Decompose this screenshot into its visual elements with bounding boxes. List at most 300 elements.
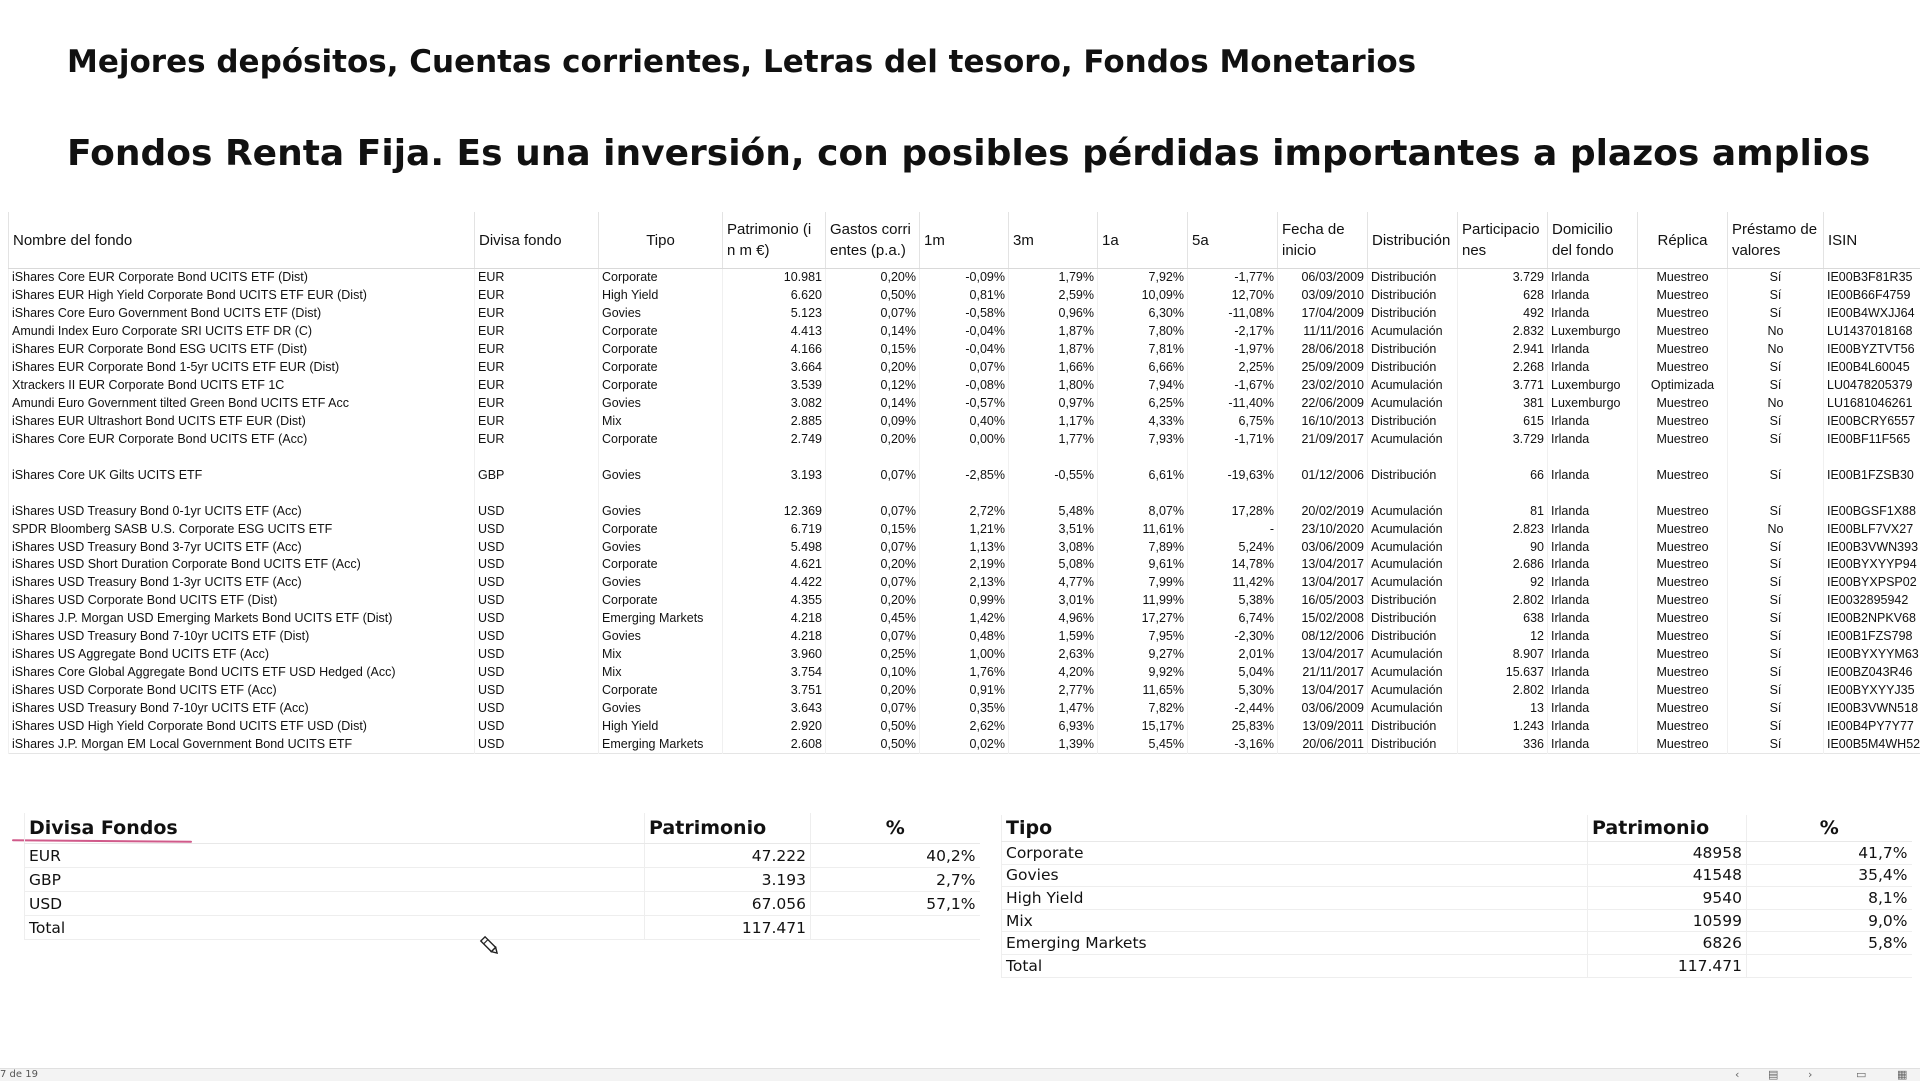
cell-replica[interactable]: Muestreo bbox=[1638, 682, 1728, 700]
cell-domicilio[interactable]: Luxemburgo bbox=[1548, 323, 1638, 341]
cell-gastos[interactable]: 0,20% bbox=[826, 359, 920, 377]
cell-fecha[interactable]: 06/03/2009 bbox=[1278, 269, 1368, 287]
summary-patrimonio-cell[interactable]: 117.471 bbox=[1588, 954, 1747, 977]
cell-participaciones[interactable]: 81 bbox=[1458, 502, 1548, 520]
cell-patrimonio[interactable]: 4.355 bbox=[723, 592, 826, 610]
cell-3m[interactable]: 1,87% bbox=[1009, 341, 1098, 359]
normal-view-icon[interactable]: ▭ bbox=[1856, 1068, 1866, 1081]
cell-tipo[interactable]: Corporate bbox=[599, 430, 723, 448]
cell-1m[interactable]: 0,99% bbox=[920, 592, 1009, 610]
cell-isin[interactable]: IE00BYXYYJ35 bbox=[1824, 682, 1920, 700]
cell-isin[interactable]: IE00B5M4WH52 bbox=[1824, 735, 1920, 753]
empty-cell[interactable] bbox=[1824, 448, 1920, 466]
cell-replica[interactable]: Muestreo bbox=[1638, 520, 1728, 538]
empty-cell[interactable] bbox=[1009, 448, 1098, 466]
cell-3m[interactable]: 1,66% bbox=[1009, 359, 1098, 377]
col-header-1m[interactable]: 1m bbox=[920, 212, 1009, 269]
cell-nombre[interactable]: iShares USD Treasury Bond 1-3yr UCITS ETF (Acc) bbox=[9, 574, 475, 592]
cell-5a[interactable]: 11,42% bbox=[1188, 574, 1278, 592]
cell-patrimonio[interactable]: 4.621 bbox=[723, 556, 826, 574]
cell-1m[interactable]: 0,48% bbox=[920, 628, 1009, 646]
cell-nombre[interactable]: iShares J.P. Morgan EM Local Government Bond UCITS ETF bbox=[9, 735, 475, 753]
cell-fecha[interactable]: 03/06/2009 bbox=[1278, 538, 1368, 556]
cell-1m[interactable]: -2,85% bbox=[920, 466, 1009, 484]
cell-participaciones[interactable]: 638 bbox=[1458, 610, 1548, 628]
cell-distribucion[interactable]: Distribución bbox=[1368, 717, 1458, 735]
cell-1m[interactable]: 0,81% bbox=[920, 287, 1009, 305]
empty-cell[interactable] bbox=[1458, 448, 1548, 466]
cell-1m[interactable]: 1,76% bbox=[920, 664, 1009, 682]
empty-cell[interactable] bbox=[920, 484, 1009, 502]
cell-replica[interactable]: Muestreo bbox=[1638, 574, 1728, 592]
cell-participaciones[interactable]: 628 bbox=[1458, 287, 1548, 305]
cell-domicilio[interactable]: Irlanda bbox=[1548, 466, 1638, 484]
cell-3m[interactable]: 5,48% bbox=[1009, 502, 1098, 520]
cell-1a[interactable]: 7,82% bbox=[1098, 700, 1188, 718]
cell-divisa[interactable]: EUR bbox=[475, 430, 599, 448]
cell-fecha[interactable]: 03/06/2009 bbox=[1278, 700, 1368, 718]
cell-divisa[interactable]: USD bbox=[475, 592, 599, 610]
cell-participaciones[interactable]: 2.823 bbox=[1458, 520, 1548, 538]
cell-prestamo[interactable]: Sí bbox=[1728, 735, 1824, 753]
cell-domicilio[interactable]: Irlanda bbox=[1548, 682, 1638, 700]
cell-participaciones[interactable]: 2.832 bbox=[1458, 323, 1548, 341]
cell-isin[interactable]: IE00BF11F565 bbox=[1824, 430, 1920, 448]
cell-nombre[interactable]: iShares EUR Corporate Bond 1-5yr UCITS ETF EUR (Dist) bbox=[9, 359, 475, 377]
cell-nombre[interactable]: iShares USD Treasury Bond 7-10yr UCITS ETF (Dist) bbox=[9, 628, 475, 646]
cell-distribucion[interactable]: Acumulación bbox=[1368, 574, 1458, 592]
summary-label-cell[interactable]: Total bbox=[1002, 954, 1588, 977]
cell-replica[interactable]: Muestreo bbox=[1638, 287, 1728, 305]
cell-1m[interactable]: 0,02% bbox=[920, 735, 1009, 753]
summary-patrimonio-cell[interactable]: 10599 bbox=[1588, 909, 1747, 932]
cell-isin[interactable]: IE00B2NPKV68 bbox=[1824, 610, 1920, 628]
cell-gastos[interactable]: 0,20% bbox=[826, 556, 920, 574]
cell-nombre[interactable]: iShares Core EUR Corporate Bond UCITS ETF (Dist) bbox=[9, 269, 475, 287]
cell-patrimonio[interactable]: 3.754 bbox=[723, 664, 826, 682]
cell-participaciones[interactable]: 2.802 bbox=[1458, 682, 1548, 700]
cell-tipo[interactable]: Govies bbox=[599, 395, 723, 413]
cell-1a[interactable]: 7,95% bbox=[1098, 628, 1188, 646]
cell-distribucion[interactable]: Distribución bbox=[1368, 735, 1458, 753]
cell-5a[interactable]: -1,71% bbox=[1188, 430, 1278, 448]
cell-isin[interactable]: IE00B4WXJJ64 bbox=[1824, 305, 1920, 323]
empty-cell[interactable] bbox=[1188, 448, 1278, 466]
cell-prestamo[interactable]: Sí bbox=[1728, 502, 1824, 520]
cell-patrimonio[interactable]: 6.719 bbox=[723, 520, 826, 538]
cell-3m[interactable]: 1,87% bbox=[1009, 323, 1098, 341]
cell-nombre[interactable]: iShares USD Treasury Bond 7-10yr UCITS ETF (Acc) bbox=[9, 700, 475, 718]
col-header-nombre[interactable]: Nombre del fondo bbox=[9, 212, 475, 269]
cell-isin[interactable]: IE00B3VWN518 bbox=[1824, 700, 1920, 718]
cell-domicilio[interactable]: Irlanda bbox=[1548, 269, 1638, 287]
cell-prestamo[interactable]: Sí bbox=[1728, 592, 1824, 610]
cell-prestamo[interactable]: No bbox=[1728, 395, 1824, 413]
cell-prestamo[interactable]: Sí bbox=[1728, 610, 1824, 628]
cell-replica[interactable]: Muestreo bbox=[1638, 395, 1728, 413]
cell-1m[interactable]: 2,19% bbox=[920, 556, 1009, 574]
cell-1a[interactable]: 7,80% bbox=[1098, 323, 1188, 341]
chevron-left-icon[interactable]: ‹ bbox=[1735, 1068, 1739, 1081]
cell-replica[interactable]: Muestreo bbox=[1638, 413, 1728, 431]
cell-5a[interactable]: -1,97% bbox=[1188, 341, 1278, 359]
cell-1m[interactable]: 0,00% bbox=[920, 430, 1009, 448]
cell-3m[interactable]: 4,96% bbox=[1009, 610, 1098, 628]
summary-pct-cell[interactable] bbox=[811, 916, 980, 940]
empty-cell[interactable] bbox=[475, 448, 599, 466]
cell-fecha[interactable]: 13/04/2017 bbox=[1278, 682, 1368, 700]
cell-participaciones[interactable]: 492 bbox=[1458, 305, 1548, 323]
cell-1a[interactable]: 5,45% bbox=[1098, 735, 1188, 753]
cell-5a[interactable]: 5,30% bbox=[1188, 682, 1278, 700]
col-header-5a[interactable]: 5a bbox=[1188, 212, 1278, 269]
cell-prestamo[interactable]: Sí bbox=[1728, 305, 1824, 323]
cell-tipo[interactable]: Corporate bbox=[599, 377, 723, 395]
cell-divisa[interactable]: EUR bbox=[475, 413, 599, 431]
cell-domicilio[interactable]: Luxemburgo bbox=[1548, 395, 1638, 413]
cell-1a[interactable]: 11,99% bbox=[1098, 592, 1188, 610]
cell-participaciones[interactable]: 2.941 bbox=[1458, 341, 1548, 359]
cell-1m[interactable]: -0,09% bbox=[920, 269, 1009, 287]
cell-distribucion[interactable]: Acumulación bbox=[1368, 502, 1458, 520]
cell-participaciones[interactable]: 12 bbox=[1458, 628, 1548, 646]
cell-nombre[interactable]: SPDR Bloomberg SASB U.S. Corporate ESG UCITS ETF bbox=[9, 520, 475, 538]
cell-divisa[interactable]: EUR bbox=[475, 395, 599, 413]
cell-isin[interactable]: LU0478205379 bbox=[1824, 377, 1920, 395]
cell-5a[interactable]: -11,40% bbox=[1188, 395, 1278, 413]
cell-nombre[interactable]: iShares USD Treasury Bond 3-7yr UCITS ETF (Acc) bbox=[9, 538, 475, 556]
summary-pct-cell[interactable]: 41,7% bbox=[1747, 842, 1912, 865]
cell-3m[interactable]: 1,59% bbox=[1009, 628, 1098, 646]
cell-distribucion[interactable]: Distribución bbox=[1368, 359, 1458, 377]
cell-fecha[interactable]: 20/06/2011 bbox=[1278, 735, 1368, 753]
summary-patrimonio-cell[interactable]: 117.471 bbox=[645, 916, 811, 940]
cell-replica[interactable]: Muestreo bbox=[1638, 735, 1728, 753]
col-header-isin[interactable]: ISIN bbox=[1824, 212, 1920, 269]
cell-prestamo[interactable]: Sí bbox=[1728, 574, 1824, 592]
summary-pct-cell[interactable]: 57,1% bbox=[811, 892, 980, 916]
cell-nombre[interactable]: iShares USD Treasury Bond 0-1yr UCITS ETF (Acc) bbox=[9, 502, 475, 520]
col-header-3m[interactable]: 3m bbox=[1009, 212, 1098, 269]
summary-patrimonio-cell[interactable]: 6826 bbox=[1588, 932, 1747, 955]
cell-3m[interactable]: 5,08% bbox=[1009, 556, 1098, 574]
summary-label-cell[interactable]: Mix bbox=[1002, 909, 1588, 932]
cell-divisa[interactable]: USD bbox=[475, 610, 599, 628]
cell-replica[interactable]: Muestreo bbox=[1638, 538, 1728, 556]
cell-participaciones[interactable]: 3.729 bbox=[1458, 430, 1548, 448]
cell-1m[interactable]: -0,58% bbox=[920, 305, 1009, 323]
cell-divisa[interactable]: EUR bbox=[475, 377, 599, 395]
cell-nombre[interactable]: iShares USD Corporate Bond UCITS ETF (Acc) bbox=[9, 682, 475, 700]
cell-divisa[interactable]: USD bbox=[475, 682, 599, 700]
cell-gastos[interactable]: 0,15% bbox=[826, 520, 920, 538]
cell-isin[interactable]: IE00BYXYYM63 bbox=[1824, 646, 1920, 664]
cell-patrimonio[interactable]: 3.539 bbox=[723, 377, 826, 395]
cell-3m[interactable]: 0,96% bbox=[1009, 305, 1098, 323]
cell-5a[interactable]: -2,17% bbox=[1188, 323, 1278, 341]
cell-gastos[interactable]: 0,20% bbox=[826, 592, 920, 610]
cell-replica[interactable]: Muestreo bbox=[1638, 592, 1728, 610]
cell-prestamo[interactable]: No bbox=[1728, 341, 1824, 359]
cell-isin[interactable]: LU1681046261 bbox=[1824, 395, 1920, 413]
cell-domicilio[interactable]: Irlanda bbox=[1548, 700, 1638, 718]
col-header-prestamo[interactable]: Préstamo de valores bbox=[1728, 212, 1824, 269]
cell-tipo[interactable]: Mix bbox=[599, 664, 723, 682]
col-header-distribucion[interactable]: Distribución bbox=[1368, 212, 1458, 269]
cell-distribucion[interactable]: Acumulación bbox=[1368, 430, 1458, 448]
cell-tipo[interactable]: Corporate bbox=[599, 592, 723, 610]
cell-gastos[interactable]: 0,12% bbox=[826, 377, 920, 395]
cell-fecha[interactable]: 21/11/2017 bbox=[1278, 664, 1368, 682]
cell-1a[interactable]: 7,92% bbox=[1098, 269, 1188, 287]
cell-1a[interactable]: 7,89% bbox=[1098, 538, 1188, 556]
cell-distribucion[interactable]: Acumulación bbox=[1368, 323, 1458, 341]
cell-tipo[interactable]: Corporate bbox=[599, 323, 723, 341]
cell-divisa[interactable]: USD bbox=[475, 717, 599, 735]
cell-prestamo[interactable]: Sí bbox=[1728, 700, 1824, 718]
cell-domicilio[interactable]: Irlanda bbox=[1548, 502, 1638, 520]
summary-pct-cell[interactable]: 5,8% bbox=[1747, 932, 1912, 955]
empty-cell[interactable] bbox=[1278, 484, 1368, 502]
col-header-1a[interactable]: 1a bbox=[1098, 212, 1188, 269]
cell-nombre[interactable]: Xtrackers II EUR Corporate Bond UCITS ETF 1C bbox=[9, 377, 475, 395]
cell-1m[interactable]: -0,57% bbox=[920, 395, 1009, 413]
cell-patrimonio[interactable]: 2.885 bbox=[723, 413, 826, 431]
cell-nombre[interactable]: iShares Core EUR Corporate Bond UCITS ETF (Acc) bbox=[9, 430, 475, 448]
cell-divisa[interactable]: USD bbox=[475, 574, 599, 592]
cell-replica[interactable]: Muestreo bbox=[1638, 610, 1728, 628]
cell-1m[interactable]: 0,07% bbox=[920, 359, 1009, 377]
cell-isin[interactable]: IE0032895942 bbox=[1824, 592, 1920, 610]
empty-cell[interactable] bbox=[1728, 448, 1824, 466]
cell-gastos[interactable]: 0,50% bbox=[826, 717, 920, 735]
cell-patrimonio[interactable]: 4.413 bbox=[723, 323, 826, 341]
cell-1a[interactable]: 10,09% bbox=[1098, 287, 1188, 305]
cell-divisa[interactable]: USD bbox=[475, 646, 599, 664]
empty-cell[interactable] bbox=[1458, 484, 1548, 502]
cell-fecha[interactable]: 28/06/2018 bbox=[1278, 341, 1368, 359]
cell-distribucion[interactable]: Acumulación bbox=[1368, 377, 1458, 395]
cell-fecha[interactable]: 21/09/2017 bbox=[1278, 430, 1368, 448]
cell-5a[interactable]: -2,30% bbox=[1188, 628, 1278, 646]
cell-tipo[interactable]: Emerging Markets bbox=[599, 610, 723, 628]
cell-participaciones[interactable]: 2.268 bbox=[1458, 359, 1548, 377]
summary-pct-cell[interactable]: 9,0% bbox=[1747, 909, 1912, 932]
cell-nombre[interactable]: iShares Core Global Aggregate Bond UCITS ETF USD Hedged (Acc) bbox=[9, 664, 475, 682]
cell-prestamo[interactable]: Sí bbox=[1728, 717, 1824, 735]
cell-replica[interactable]: Muestreo bbox=[1638, 323, 1728, 341]
empty-cell[interactable] bbox=[1548, 448, 1638, 466]
cell-divisa[interactable]: USD bbox=[475, 735, 599, 753]
cell-distribucion[interactable]: Distribución bbox=[1368, 305, 1458, 323]
cell-isin[interactable]: IE00BLF7VX27 bbox=[1824, 520, 1920, 538]
cell-1m[interactable]: -0,04% bbox=[920, 323, 1009, 341]
empty-cell[interactable] bbox=[1728, 484, 1824, 502]
cell-replica[interactable]: Muestreo bbox=[1638, 628, 1728, 646]
cell-tipo[interactable]: Govies bbox=[599, 628, 723, 646]
cell-1a[interactable]: 7,93% bbox=[1098, 430, 1188, 448]
empty-cell[interactable] bbox=[1368, 448, 1458, 466]
cell-replica[interactable]: Muestreo bbox=[1638, 269, 1728, 287]
empty-cell[interactable] bbox=[1098, 448, 1188, 466]
cell-5a[interactable]: 6,75% bbox=[1188, 413, 1278, 431]
cell-prestamo[interactable]: Sí bbox=[1728, 466, 1824, 484]
cell-distribucion[interactable]: Acumulación bbox=[1368, 682, 1458, 700]
cell-domicilio[interactable]: Irlanda bbox=[1548, 646, 1638, 664]
cell-nombre[interactable]: iShares USD High Yield Corporate Bond UCITS ETF USD (Dist) bbox=[9, 717, 475, 735]
cell-1a[interactable]: 6,25% bbox=[1098, 395, 1188, 413]
summary-pct-cell[interactable]: 40,2% bbox=[811, 844, 980, 868]
cell-patrimonio[interactable]: 10.981 bbox=[723, 269, 826, 287]
cell-participaciones[interactable]: 2.686 bbox=[1458, 556, 1548, 574]
cell-gastos[interactable]: 0,50% bbox=[826, 735, 920, 753]
cell-3m[interactable]: 2,63% bbox=[1009, 646, 1098, 664]
cell-gastos[interactable]: 0,07% bbox=[826, 502, 920, 520]
col-header-fecha[interactable]: Fecha de inicio bbox=[1278, 212, 1368, 269]
summary-label-cell[interactable]: GBP bbox=[25, 868, 645, 892]
cell-gastos[interactable]: 0,07% bbox=[826, 574, 920, 592]
cell-divisa[interactable]: EUR bbox=[475, 341, 599, 359]
cell-1m[interactable]: -0,04% bbox=[920, 341, 1009, 359]
empty-cell[interactable] bbox=[9, 448, 475, 466]
cell-patrimonio[interactable]: 3.082 bbox=[723, 395, 826, 413]
cell-participaciones[interactable]: 615 bbox=[1458, 413, 1548, 431]
cell-domicilio[interactable]: Irlanda bbox=[1548, 413, 1638, 431]
cell-participaciones[interactable]: 3.729 bbox=[1458, 269, 1548, 287]
summary-label-cell[interactable]: USD bbox=[25, 892, 645, 916]
cell-5a[interactable]: 5,04% bbox=[1188, 664, 1278, 682]
chevron-right-icon[interactable]: › bbox=[1808, 1068, 1812, 1081]
cell-1a[interactable]: 7,99% bbox=[1098, 574, 1188, 592]
cell-distribucion[interactable]: Distribución bbox=[1368, 413, 1458, 431]
cell-tipo[interactable]: Corporate bbox=[599, 341, 723, 359]
col-header-tipo[interactable]: Tipo bbox=[599, 212, 723, 269]
empty-cell[interactable] bbox=[475, 484, 599, 502]
summary-pct-cell[interactable]: 2,7% bbox=[811, 868, 980, 892]
cell-domicilio[interactable]: Irlanda bbox=[1548, 520, 1638, 538]
summary-patrimonio-cell[interactable]: 47.222 bbox=[645, 844, 811, 868]
empty-cell[interactable] bbox=[599, 484, 723, 502]
cell-distribucion[interactable]: Acumulación bbox=[1368, 520, 1458, 538]
cell-tipo[interactable]: Corporate bbox=[599, 269, 723, 287]
cell-participaciones[interactable]: 66 bbox=[1458, 466, 1548, 484]
cell-prestamo[interactable]: Sí bbox=[1728, 377, 1824, 395]
cell-gastos[interactable]: 0,07% bbox=[826, 628, 920, 646]
summary-label-cell[interactable]: Corporate bbox=[1002, 842, 1588, 865]
cell-patrimonio[interactable]: 6.620 bbox=[723, 287, 826, 305]
cell-5a[interactable]: -19,63% bbox=[1188, 466, 1278, 484]
summary-patrimonio-cell[interactable]: 3.193 bbox=[645, 868, 811, 892]
cell-tipo[interactable]: Govies bbox=[599, 305, 723, 323]
cell-replica[interactable]: Muestreo bbox=[1638, 556, 1728, 574]
empty-cell[interactable] bbox=[1548, 484, 1638, 502]
cell-prestamo[interactable]: Sí bbox=[1728, 682, 1824, 700]
cell-gastos[interactable]: 0,07% bbox=[826, 466, 920, 484]
cell-divisa[interactable]: USD bbox=[475, 556, 599, 574]
summary-patrimonio-cell[interactable]: 67.056 bbox=[645, 892, 811, 916]
cell-5a[interactable]: 17,28% bbox=[1188, 502, 1278, 520]
summary-label-cell[interactable]: Emerging Markets bbox=[1002, 932, 1588, 955]
cell-divisa[interactable]: EUR bbox=[475, 269, 599, 287]
cell-tipo[interactable]: High Yield bbox=[599, 717, 723, 735]
cell-distribucion[interactable]: Acumulación bbox=[1368, 664, 1458, 682]
cell-isin[interactable]: IE00BCRY6557 bbox=[1824, 413, 1920, 431]
cell-replica[interactable]: Muestreo bbox=[1638, 664, 1728, 682]
cell-3m[interactable]: 1,17% bbox=[1009, 413, 1098, 431]
cell-1a[interactable]: 17,27% bbox=[1098, 610, 1188, 628]
cell-patrimonio[interactable]: 2.608 bbox=[723, 735, 826, 753]
cell-patrimonio[interactable]: 3.664 bbox=[723, 359, 826, 377]
cell-1a[interactable]: 6,30% bbox=[1098, 305, 1188, 323]
cell-replica[interactable]: Muestreo bbox=[1638, 430, 1728, 448]
cell-isin[interactable]: IE00BGSF1X88 bbox=[1824, 502, 1920, 520]
cell-distribucion[interactable]: Acumulación bbox=[1368, 646, 1458, 664]
cell-distribucion[interactable]: Acumulación bbox=[1368, 395, 1458, 413]
cell-5a[interactable]: 5,24% bbox=[1188, 538, 1278, 556]
grid-view-icon[interactable]: ▦ bbox=[1897, 1068, 1907, 1081]
cell-5a[interactable]: 6,74% bbox=[1188, 610, 1278, 628]
cell-5a[interactable]: -1,77% bbox=[1188, 269, 1278, 287]
cell-prestamo[interactable]: Sí bbox=[1728, 556, 1824, 574]
summary-patrimonio-cell[interactable]: 9540 bbox=[1588, 887, 1747, 910]
cell-gastos[interactable]: 0,15% bbox=[826, 341, 920, 359]
col-header-patrimonio[interactable]: Patrimonio (i n m €) bbox=[723, 212, 826, 269]
cell-divisa[interactable]: USD bbox=[475, 538, 599, 556]
cell-divisa[interactable]: USD bbox=[475, 628, 599, 646]
col-header-domicilio[interactable]: Domicilio del fondo bbox=[1548, 212, 1638, 269]
cell-participaciones[interactable]: 1.243 bbox=[1458, 717, 1548, 735]
cell-5a[interactable]: -2,44% bbox=[1188, 700, 1278, 718]
cell-domicilio[interactable]: Irlanda bbox=[1548, 592, 1638, 610]
cell-divisa[interactable]: EUR bbox=[475, 359, 599, 377]
cell-1m[interactable]: 2,72% bbox=[920, 502, 1009, 520]
cell-fecha[interactable]: 15/02/2008 bbox=[1278, 610, 1368, 628]
cell-3m[interactable]: 1,47% bbox=[1009, 700, 1098, 718]
empty-cell[interactable] bbox=[599, 448, 723, 466]
cell-5a[interactable]: -1,67% bbox=[1188, 377, 1278, 395]
cell-5a[interactable]: 25,83% bbox=[1188, 717, 1278, 735]
notes-icon[interactable]: ▤ bbox=[1768, 1068, 1778, 1081]
cell-isin[interactable]: IE00B4PY7Y77 bbox=[1824, 717, 1920, 735]
cell-replica[interactable]: Muestreo bbox=[1638, 305, 1728, 323]
summary-label-cell[interactable]: EUR bbox=[25, 844, 645, 868]
cell-gastos[interactable]: 0,09% bbox=[826, 413, 920, 431]
cell-tipo[interactable]: Govies bbox=[599, 538, 723, 556]
cell-nombre[interactable]: iShares EUR Ultrashort Bond UCITS ETF EUR (Dist) bbox=[9, 413, 475, 431]
cell-divisa[interactable]: GBP bbox=[475, 466, 599, 484]
cell-replica[interactable]: Muestreo bbox=[1638, 502, 1728, 520]
cell-domicilio[interactable]: Irlanda bbox=[1548, 430, 1638, 448]
cell-isin[interactable]: IE00B1FZSB30 bbox=[1824, 466, 1920, 484]
cell-tipo[interactable]: Govies bbox=[599, 700, 723, 718]
cell-fecha[interactable]: 03/09/2010 bbox=[1278, 287, 1368, 305]
cell-fecha[interactable]: 13/04/2017 bbox=[1278, 646, 1368, 664]
cell-3m[interactable]: 4,77% bbox=[1009, 574, 1098, 592]
cell-3m[interactable]: 3,51% bbox=[1009, 520, 1098, 538]
cell-3m[interactable]: 1,77% bbox=[1009, 430, 1098, 448]
cell-1m[interactable]: -0,08% bbox=[920, 377, 1009, 395]
cell-3m[interactable]: 2,77% bbox=[1009, 682, 1098, 700]
cell-distribucion[interactable]: Acumulación bbox=[1368, 538, 1458, 556]
cell-participaciones[interactable]: 2.802 bbox=[1458, 592, 1548, 610]
cell-fecha[interactable]: 11/11/2016 bbox=[1278, 323, 1368, 341]
cell-5a[interactable]: 12,70% bbox=[1188, 287, 1278, 305]
cell-5a[interactable]: - bbox=[1188, 520, 1278, 538]
cell-isin[interactable]: IE00B3F81R35 bbox=[1824, 269, 1920, 287]
cell-nombre[interactable]: Amundi Euro Government tilted Green Bond UCITS ETF Acc bbox=[9, 395, 475, 413]
summary-pct-cell[interactable]: 35,4% bbox=[1747, 864, 1912, 887]
cell-prestamo[interactable]: No bbox=[1728, 520, 1824, 538]
